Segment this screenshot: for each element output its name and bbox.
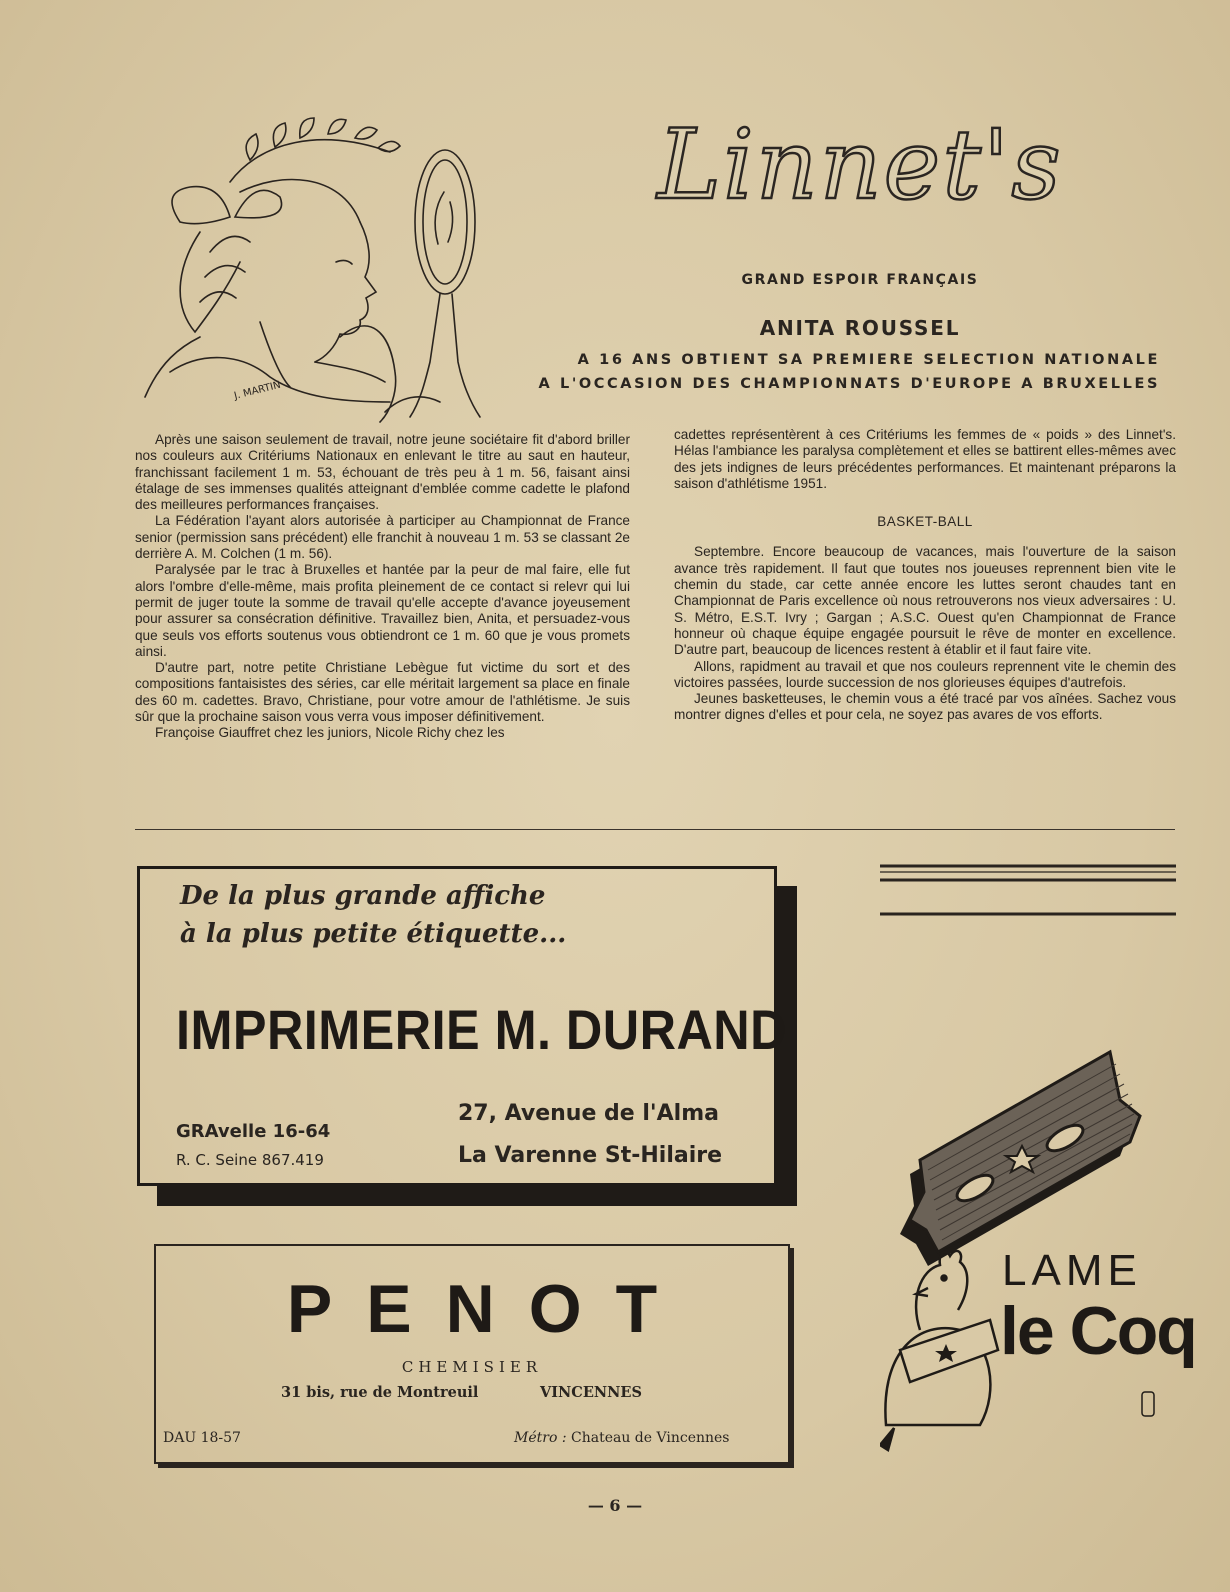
- ad-street: 31 bis, rue de Montreuil: [281, 1384, 479, 1401]
- ad-metro-station: Chateau de Vincennes: [571, 1430, 730, 1446]
- article-paragraph: Jeunes basketteuses, le chemin vous a été tracé par vos aînées. Sachez vous montrer dignes d'elles et pour cela, ne soyez pas avares de vos efforts.: [674, 691, 1176, 723]
- article-kicker: GRAND ESPOIR FRANÇAIS: [741, 272, 979, 288]
- ad-decorative-rules: [880, 862, 1176, 922]
- ad-company-name: PENOT: [286, 1271, 692, 1347]
- ad-phone: DAU 18-57: [163, 1430, 241, 1446]
- ad-company-name: IMPRIMERIE M. DURAND: [176, 998, 788, 1061]
- razor-blade-icon: [900, 1052, 1140, 1266]
- ad-registration: R. C. Seine 867.419: [176, 1151, 324, 1169]
- section-heading-basketball: BASKET-BALL: [877, 514, 973, 530]
- illustration-signature: J. MARTIN: [233, 379, 282, 402]
- ad-city: VINCENNES: [540, 1384, 642, 1401]
- woman-portrait-illustration: [140, 112, 485, 427]
- page-number: — 6 —: [587, 1496, 643, 1515]
- ad-metro: [514, 1430, 729, 1446]
- subheadline-line2: A L'OCCASION DES CHAMPIONNATS D'EUROPE A BRUXELLES: [538, 376, 1160, 392]
- ad-lame-le-coq: [880, 1020, 1176, 1460]
- section-divider: [135, 829, 1175, 830]
- ad-address-line1: 27, Avenue de l'Alma: [458, 1101, 719, 1126]
- article-right-column: [674, 427, 1176, 724]
- article-paragraph: Septembre. Encore beaucoup de vacances, mais l'ouverture de la saison avance très rapidement. Il faut que toutes nos joueuses reprennent bien vite le chemin du stade, car cette année encore les luttes seront chaudes tant en Championnat de Paris excellence où nous retrouverons nos vieux adversaires : U. S. Métro, E.S.T. Ivry ; Gargan ; A.S.C. Ouest qu'en Championnat de France honneur où chaque équipe engagée poursuit le rêve de monter en excellence. D'autre part, beaucoup de licences restent à établir et il faut faire vite.: [674, 544, 1176, 658]
- article-paragraph: Après une saison seulement de travail, notre jeune sociétaire fit d'abord briller nos couleurs aux Critériums Nationaux en enlevant le titre au saut en hauteur, franchissant facilement 1 m. 53, échouant de très peu à 1 m. 56, faisant ainsi étalage de ses immenses qualités atteignant d'emblée comme cadette le plafond des meilleures performances françaises.: [135, 432, 630, 513]
- ad-address-line2: La Varenne St-Hilaire: [458, 1143, 723, 1168]
- article-paragraph: Françoise Giauffret chez les juniors, Nicole Richy chez les: [155, 725, 505, 741]
- ad-tagline-line1: De la plus grande affiche: [180, 881, 546, 911]
- ad-imprimerie-durand: [137, 866, 788, 1186]
- article-paragraph: Allons, rapidment au travail et que nos couleurs reprennent vite le chemin des victoires passées, lourde succession de nos glorieuses équipes d'autrefois.: [674, 658, 1176, 690]
- article-paragraph: cadettes représentèrent à ces Critériums les femmes de « poids » des Linnet's. Hélas l'ambiance les paralysa complètement et elles se battirent elles-mêmes avec des jets indignes de leurs précédentes performances. Et maintenant préparons la saison d'athlétisme 1951.: [674, 427, 1176, 491]
- ad-metro-label: Métro :: [514, 1430, 567, 1446]
- ad-phone: GRAvelle 16-64: [176, 1121, 331, 1142]
- article-left-column: [135, 432, 630, 742]
- ad-trade: CHEMISIER: [401, 1358, 543, 1376]
- subheadline-line1: A 16 ANS OBTIENT SA PREMIERE SELECTION NATIONALE: [577, 352, 1160, 368]
- ad-tagline-line2: à la plus petite étiquette...: [180, 919, 567, 949]
- article-paragraph: D'autre part, notre petite Christiane Lebègue fut victime du sort et des compositions fantaisistes des séries, car elle méritait largement sa place en finale des 60 m. cadettes. Bravo, Christiane, pour votre amour de l'athlétisme. Je suis sûr que la prochaine saison vous verra vous imposer définitivement.: [135, 660, 630, 725]
- club-title: Linnet's: [657, 109, 1063, 221]
- ad-brand-name: le Coq: [1000, 1293, 1196, 1369]
- ad-penot-chemisier: [154, 1244, 790, 1464]
- article-paragraph: La Fédération l'ayant alors autorisée à participer au Championnat de France senior (permission sans précédent) elle franchit à nouveau 1 m. 53 se classant 2e derrière A. M. Colchen (1 m. 56).: [135, 513, 630, 562]
- article-paragraph: Paralysée par le trac à Bruxelles et hantée par la peur de mal faire, elle fut alors l'ombre d'elle-même, mais profita pleinement de ce contact si relevr qui lui permit de juger toute la somme de travail qu'elle accepte d'avance joyeusement pour assurer sa consécration définitive. Travaillez bien, Anita, et persuadez-vous que seuls vos efforts soutenus vous obtiendront ce 1 m. 60 que je vous promets ainsi.: [135, 562, 630, 659]
- athlete-name: ANITA ROUSSEL: [759, 316, 961, 340]
- ad-product-label: LAME: [1002, 1246, 1142, 1295]
